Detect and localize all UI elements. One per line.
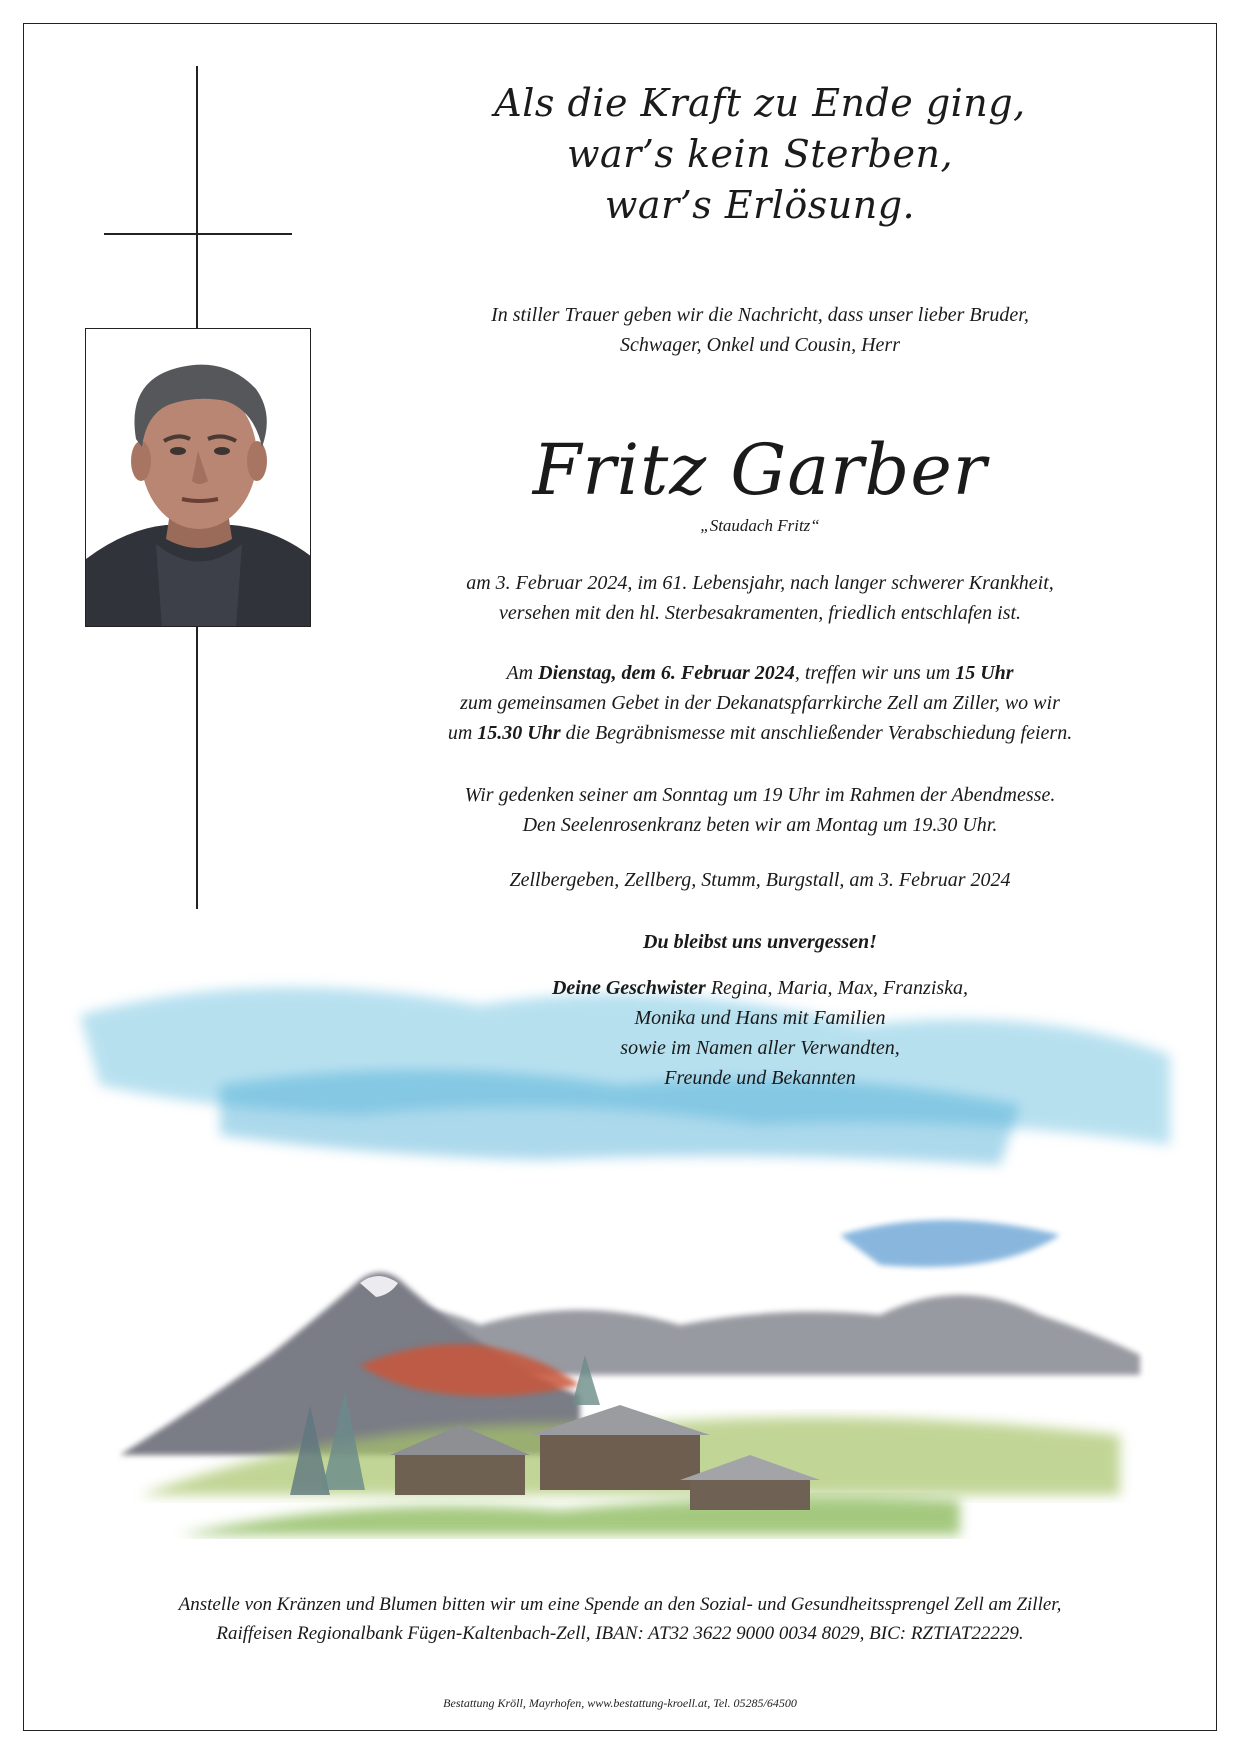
family-signature bbox=[360, 973, 1160, 1093]
text-segment: , treffen wir uns um bbox=[794, 662, 956, 684]
quote-line: war’s kein Sterben, bbox=[566, 132, 954, 176]
family-line: Freunde und Bekannten bbox=[664, 1067, 856, 1089]
text-segment: Am bbox=[506, 662, 539, 684]
intro-line: Schwager, Onkel und Cousin, Herr bbox=[620, 334, 900, 356]
family-line: sowie im Namen aller Verwandten, bbox=[620, 1037, 900, 1059]
donation-line: Raiffeisen Regionalbank Fügen-Kaltenbach-Zell, IBAN: AT32 3622 9000 0034 8029, BIC: RZTIAT22229. bbox=[216, 1623, 1024, 1644]
memorial-line: Den Seelenrosenkranz beten wir am Montag um 19.30 Uhr. bbox=[522, 814, 998, 836]
memorial-line: Wir gedenken seiner am Sonntag um 19 Uhr im Rahmen der Abendmesse. bbox=[464, 784, 1056, 806]
quote-line: war’s Erlösung. bbox=[604, 183, 916, 227]
funeral-line-2: zum gemeinsamen Gebet in der Dekanatspfarrkirche Zell am Ziller, wo wir bbox=[460, 692, 1060, 714]
family-line: Monika und Hans mit Familien bbox=[634, 1007, 886, 1029]
place-date: Zellbergeben, Zellberg, Stumm, Burgstall, am 3. Februar 2024 bbox=[509, 869, 1011, 891]
intro-line: In stiller Trauer geben wir die Nachricht, dass unser lieber Bruder, bbox=[491, 304, 1029, 326]
unforgotten-line: Du bleibst uns unvergessen! bbox=[643, 931, 877, 953]
deceased-name: Fritz Garber bbox=[532, 429, 988, 511]
family-heading: Deine Geschwister bbox=[551, 977, 706, 999]
text-segment: die Begräbnismesse mit anschließender Verabschiedung feiern. bbox=[560, 722, 1073, 744]
quote bbox=[360, 78, 1160, 231]
text-segment: um bbox=[447, 722, 478, 744]
portrait-photo bbox=[85, 328, 311, 627]
donation-note bbox=[60, 1590, 1180, 1648]
deceased-nickname: „Staudach Fritz“ bbox=[700, 516, 820, 535]
death-line: am 3. Februar 2024, im 61. Lebensjahr, nach langer schwerer Krankheit, bbox=[466, 572, 1054, 594]
text-segment: Regina, Maria, Max, Franziska, bbox=[705, 977, 969, 999]
mass-time: 15.30 Uhr bbox=[477, 722, 561, 744]
funeral-line-3 bbox=[360, 718, 1160, 748]
funeral-time: 15 Uhr bbox=[955, 662, 1014, 684]
funeral-info bbox=[360, 658, 1160, 748]
cross-horizontal-bar bbox=[104, 233, 292, 235]
donation-line: Anstelle von Kränzen und Blumen bitten wir um eine Spende an den Sozial- und Gesundheitssprengel Zell am Ziller, bbox=[178, 1594, 1062, 1615]
portrait-illustration bbox=[86, 329, 311, 627]
family-line-1 bbox=[360, 973, 1160, 1003]
memorial-info bbox=[360, 780, 1160, 840]
funeral-date: Dienstag, dem 6. Februar 2024 bbox=[538, 662, 795, 684]
intro-text bbox=[360, 300, 1160, 360]
quote-line: Als die Kraft zu Ende ging, bbox=[494, 81, 1026, 125]
funeral-home-footer: Bestattung Kröll, Mayrhofen, www.bestattung-kroell.at, Tel. 05285/64500 bbox=[443, 1696, 797, 1710]
death-line: versehen mit den hl. Sterbesakramenten, friedlich entschlafen ist. bbox=[498, 602, 1022, 624]
death-notice bbox=[360, 568, 1160, 628]
funeral-line-1 bbox=[360, 658, 1160, 688]
